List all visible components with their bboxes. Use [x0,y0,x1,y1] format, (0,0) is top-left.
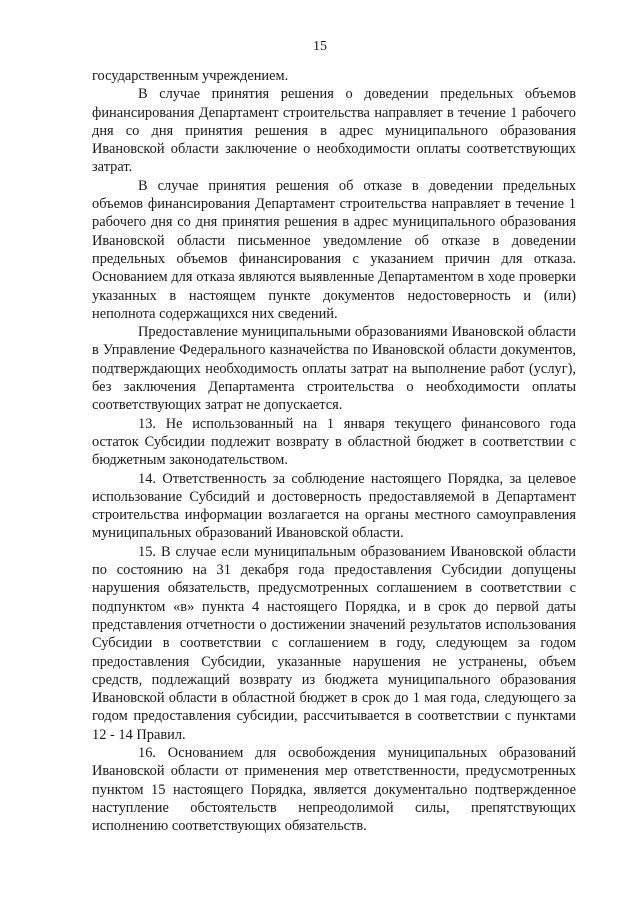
paragraph-13-unused-balance: 13. Не использованный на 1 января текущего финансового года остаток Субсидии подлежит возврату в областной бюджет в соответствии с бюджетным законодательством. [92,415,576,469]
page-number: 15 [313,39,327,54]
paragraph-refusal-decision: В случае принятия решения об отказе в доведении предельных объемов финансирования Департамент строительства направляет в течение 1 рабочего дня со дня принятия решения в адрес муниципального образования Ивановской области письменное уведомление об отказе в доведении предельных объемов финансирования с указанием причин для отказа. Основанием для отказа являются выявленные Департаментом в ходе проверки указанных в настоящем пункте документов недостоверность и (или) неполнота содержащихся них сведений. [92,177,576,322]
paragraph-14-responsibility: 14. Ответственность за соблюдение настоящего Порядка, за целевое использование Субсидий и достоверность предоставляемой в Департамент строительства информации возлагается на органы местного самоуправления муниципальных образований Ивановской области. [92,470,576,542]
paragraph-funding-decision: В случае принятия решения о доведении предельных объемов финансирования Департамент строительства направляет в течение 1 рабочего дня со дня принятия решения в адрес муниципального образования Ивановской области заключение о необходимости оплаты соответствующих затрат. [92,86,576,176]
paragraph-continuation: государственным учреждением. [92,68,289,84]
paragraph-15-violations: 15. В случае если муниципальным образованием Ивановской области по состоянию на 31 декабря года предоставления Субсидии допущены нарушения обязательств, предусмотренных соглашением в соответствии с подпунктом «в» пункта 4 настоящего Порядка, и в срок до первой даты представления отчетности о достижении значений результатов использования Субсидии в соответствии с соглашением в году, следующем за годом предоставления Субсидии, указанные нарушения не устранены, объем средств, подлежащий возврату из бюджета муниципального образования Ивановской области в областной бюджет в срок до 1 мая года, следующего за годом предоставления субсидии, рассчитывается в соответствии с пунктами 12 - 14 Правил. [92,543,576,743]
paragraph-document-submission: Предоставление муниципальными образованиями Ивановской области в Управление Федерального казначейства по Ивановской области документов, подтверждающих необходимость оплаты затрат на выполнение работ (услуг), без заключения Департамента строительства о необходимости оплаты соответствующих затрат не допускается. [92,324,576,414]
paragraph-16-force-majeure: 16. Основанием для освобождения муниципальных образований Ивановской области от применения мер ответственности, предусмотренных пунктом 15 настоящего Порядка, является документально подтвержденное наступление обстоятельств непреодолимой силы, препятствующих исполнению соответствующих обязательств. [92,744,576,835]
document-body [92,67,576,835]
